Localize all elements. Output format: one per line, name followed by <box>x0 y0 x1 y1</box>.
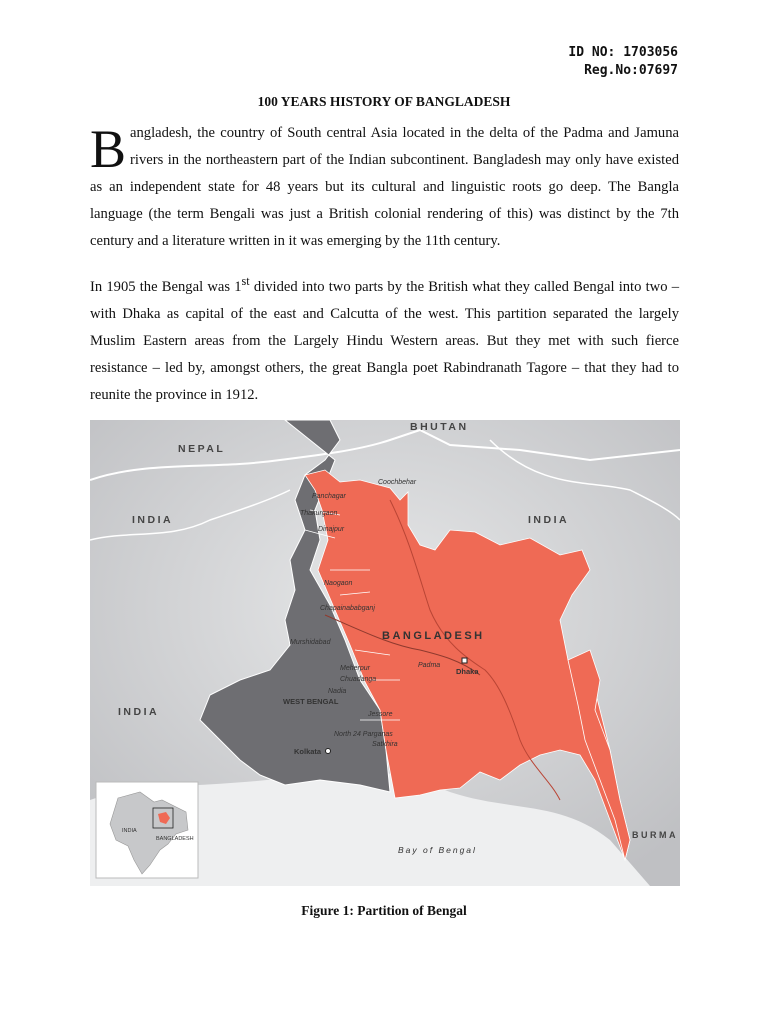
paragraph-partition-text-a: In 1905 the Bengal was 1 <box>90 278 242 295</box>
label-district: North 24 Parganas <box>334 731 393 738</box>
label-district: Dinajpur <box>318 526 345 533</box>
label-burma: BURMA <box>632 830 678 840</box>
label-bangladesh: BANGLADESH <box>382 630 485 642</box>
drop-cap: B <box>90 119 127 179</box>
ordinal-superscript: st <box>241 274 250 288</box>
label-kolkata: Kolkata <box>294 747 322 756</box>
label-district: Naogaon <box>324 580 353 587</box>
label-india-left: INDIA <box>132 514 174 526</box>
label-bay-of-bengal: Bay of Bengal <box>398 845 477 855</box>
document-title: 100 YEARS HISTORY OF BANGLADESH <box>257 94 511 109</box>
paragraph-partition <box>90 268 679 409</box>
label-nepal: NEPAL <box>178 443 226 455</box>
label-bhutan: BHUTAN <box>410 421 469 433</box>
paragraph-partition-text-b: divided into two parts by the British what they called Bengal into two – with Dhaka as capital of the east and Calcutta of the west. This partition separated the largely Muslim Eastern areas from the Largely Hindu Western areas. But they met with such fierce resistance – led by, amongst others, the great Bangla poet Rabindranath Tagore – that they had to reunite the province in 1912. <box>90 278 680 403</box>
inset-map <box>96 782 198 878</box>
registration-number: Reg.No:07697 <box>584 63 678 78</box>
figure-caption: Figure 1: Partition of Bengal <box>301 903 467 918</box>
paragraph-intro-text: angladesh, the country of South central Asia located in the delta of the Padma and Jamuna rivers in the northeastern part of the Indian subcontinent. Bangladesh may only have existed as an independent state for 48 years but its cultural and linguistic roots go deep. The Bangla language (the term Bengali was just a British colonial rendering of this) was distinct by the 7th century and a literature written in it was emerging by the 11th century. <box>90 125 679 249</box>
label-district: Chuadanga <box>340 676 377 683</box>
id-block <box>568 44 678 80</box>
label-river-padma: Padma <box>418 662 441 669</box>
label-district: Meherpur <box>340 665 370 672</box>
label-dhaka: Dhaka <box>456 667 479 676</box>
inset-label-bangladesh: BANGLADESH <box>156 836 194 842</box>
dhaka-marker-icon <box>462 658 467 663</box>
label-district: Murshidabad <box>290 639 331 646</box>
label-district: Chapainababganj <box>320 605 375 612</box>
partition-map <box>90 420 680 886</box>
label-district: Jessore <box>368 711 393 718</box>
label-india-lower: INDIA <box>118 706 160 718</box>
label-district: Coochbehar <box>378 479 417 486</box>
label-west-bengal: WEST BENGAL <box>283 697 339 706</box>
label-district: Panchagar <box>312 493 346 500</box>
id-number: ID NO: 1703056 <box>568 45 678 60</box>
inset-label-india: INDIA <box>122 828 137 834</box>
label-india-right: INDIA <box>528 514 570 526</box>
label-district: Nadia <box>328 688 347 695</box>
label-district: Thakurgaon <box>300 510 338 517</box>
paragraph-intro <box>90 120 679 255</box>
label-district: Satkhira <box>372 741 398 748</box>
kolkata-marker-icon <box>326 749 331 754</box>
